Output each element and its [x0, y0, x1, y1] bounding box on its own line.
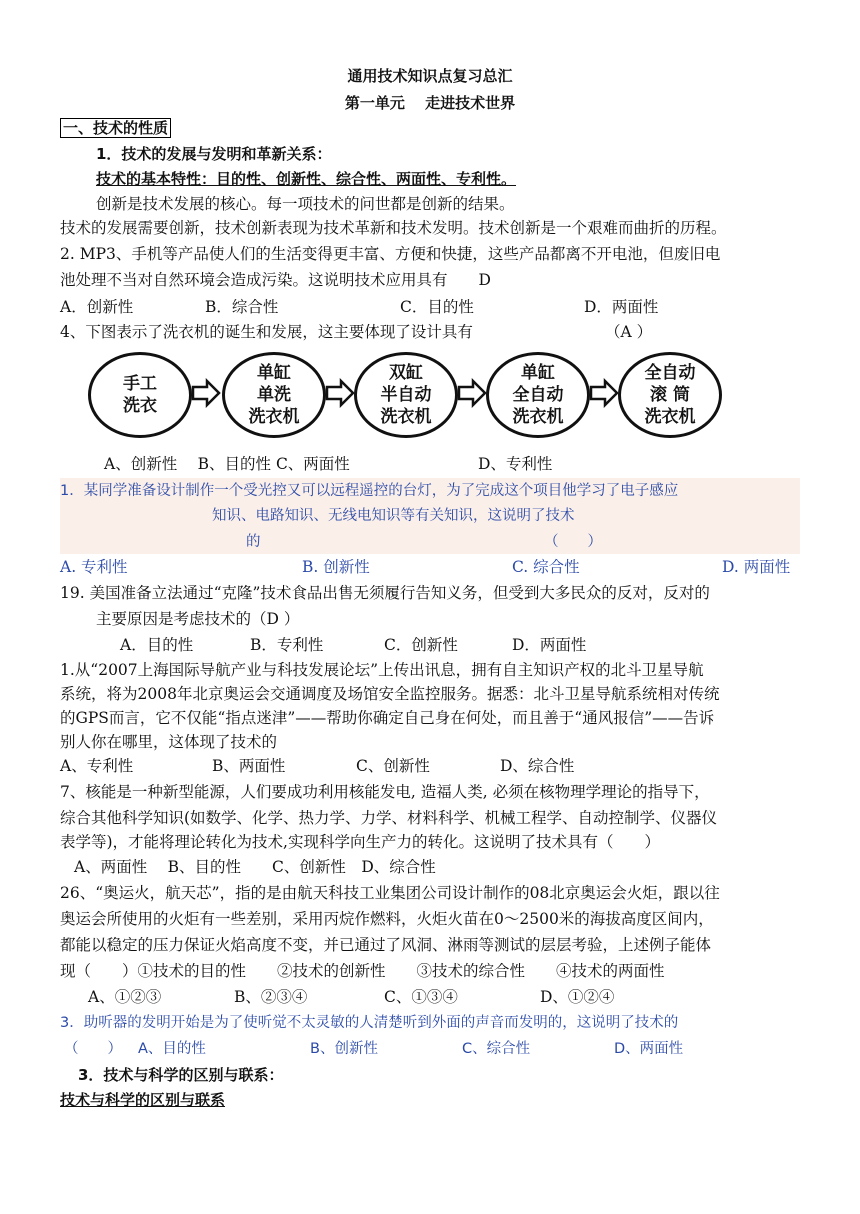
question-text: 表学等)，才能将理论转化为技术,实现科学向生产力的转化。这说明了技术具有（ ）: [60, 833, 660, 851]
option-b: B、②③④: [234, 988, 308, 1006]
question-text: 26、“奥运火，航天芯”，指的是由航天科技工业集团公司设计制作的08北京奥运会火炬，跟以往: [60, 884, 720, 902]
option-c: C、综合性: [462, 1041, 531, 1057]
option-d: D、专利性: [478, 455, 553, 473]
washing-machine-diagram: [88, 352, 708, 438]
option-a: A. 专利性: [60, 558, 128, 576]
question-text: 奥运会所使用的火炬有一些差别，采用丙烷作燃料，火炬火苗在0～2500米的海拔高度区间内，: [60, 910, 714, 928]
flow-node-hand-wash: 手工 洗衣: [88, 352, 192, 438]
option-a: A、目的性: [138, 1041, 206, 1057]
question-text: 4、下图表示了洗衣机的诞生和发展，这主要体现了设计具有: [60, 323, 473, 341]
properties-line: 技术的基本特性：目的性、创新性、综合性、两面性、专利性。: [96, 170, 517, 188]
option-d: D、①②④: [540, 988, 615, 1006]
question-text: 别人你在哪里，这体现了技术的: [60, 733, 278, 751]
option-b: B. 创新性: [302, 558, 370, 576]
subsection-heading: 1．技术的发展与发明和革新关系：: [96, 145, 332, 163]
question-text: 知识、电路知识、无线电知识等有关知识，这说明了技术: [212, 508, 575, 524]
option-c: C. 综合性: [512, 558, 580, 576]
subsection-title: 技术与科学的区别与联系: [60, 1091, 226, 1109]
document-title: 通用技术知识点复习总汇: [347, 67, 513, 85]
option-c: C．创新性: [384, 636, 458, 654]
question-text: 池处理不当对自然环境会造成污染。这说明技术应用具有 D: [60, 271, 491, 289]
question-text: 7、核能是一种新型能源，人们要成功利用核能发电, 造福人类, 必须在核物理学理论的指导下，: [60, 783, 710, 801]
option-a: A、①②③: [88, 988, 162, 1006]
arrow-icon: [191, 378, 221, 408]
option-d: D．两面性: [512, 636, 587, 654]
answer-paren: （A ）: [605, 323, 653, 341]
option-c: C、①③④: [384, 988, 458, 1006]
answer-paren: （ ）: [64, 1041, 122, 1057]
flow-node-single-tub: 单缸 单洗 洗衣机: [222, 352, 326, 438]
arrow-icon: [457, 378, 487, 408]
option-a: A．目的性: [120, 636, 194, 654]
option-d: D．两面性: [584, 298, 659, 316]
question-text: 3．助听器的发明开始是为了使听觉不太灵敏的人清楚听到外面的声音而发明的，这说明了技术的: [60, 1015, 679, 1031]
question-text: 现（ ）①技术的目的性 ②技术的创新性 ③技术的综合性 ④技术的两面性: [60, 962, 665, 980]
flow-node-twin-tub: 双缸 半自动 洗衣机: [354, 352, 458, 438]
question-text: 19. 美国准备立法通过“克隆”技术食品出售无须履行告知义务，但受到大多民众的反对，反对的: [60, 584, 710, 602]
question-text: 的: [246, 534, 261, 550]
option-a: A．创新性: [60, 298, 134, 316]
option-d: D、综合性: [500, 757, 575, 775]
option-b: B．综合性: [205, 298, 279, 316]
option-b: B、创新性: [310, 1041, 378, 1057]
question-text: 2. MP3、手机等产品使人们的生活变得更丰富、方便和快捷，这些产品都离不开电池，但废旧电: [60, 245, 721, 263]
unit-title: 第一单元 走进技术世界: [344, 94, 516, 112]
question-text: 系统，将为2008年北京奥运会交通调度及场馆安全监控服务。据悉：北斗卫星导航系统相对传统: [60, 685, 720, 703]
option-d: D、两面性: [614, 1041, 684, 1057]
innovation-text: 技术的发展需要创新，技术创新表现为技术革新和技术发明。技术创新是一个艰难而曲折的历程。: [60, 219, 727, 237]
arrow-icon: [589, 378, 619, 408]
option-a: A、专利性: [60, 757, 134, 775]
option-b: B．专利性: [250, 636, 324, 654]
question-text: 1.从“2007上海国际导航产业与科技发展论坛”上传出讯息，拥有自主知识产权的北斗卫星导航: [60, 661, 704, 679]
arrow-icon: [325, 378, 355, 408]
option-b: B、两面性: [212, 757, 286, 775]
option-a-c: A、创新性 B、目的性 C、两面性: [104, 455, 350, 473]
question-options: A、两面性 B、目的性 C、创新性 D、综合性: [74, 858, 436, 876]
question-text: 的GPS而言，它不仅能“指点迷津”——帮助你确定自己身在何处，而且善于“通风报信”——告诉: [60, 709, 715, 727]
answer-paren: （ ）: [544, 534, 602, 550]
option-c: C、创新性: [356, 757, 430, 775]
flow-node-full-auto: 单缸 全自动 洗衣机: [486, 352, 590, 438]
question-text: 都能以稳定的压力保证火焰高度不变，并已通过了风洞、淋雨等测试的层层考验，上述例子能体: [60, 936, 712, 954]
flow-node-drum: 全自动 滚 筒 洗衣机: [618, 352, 722, 438]
subsection-heading: 3．技术与科学的区别与联系：: [78, 1066, 284, 1084]
option-c: C．目的性: [400, 298, 474, 316]
question-text: 主要原因是考虑技术的（D ）: [96, 610, 300, 628]
question-text: 1．某同学准备设计制作一个受光控又可以远程遥控的台灯，为了完成这个项目他学习了电子感应: [60, 483, 679, 499]
option-d: D. 两面性: [722, 558, 791, 576]
core-text: 创新是技术发展的核心。每一项技术的问世都是创新的结果。: [96, 195, 515, 213]
question-text: 综合其他科学知识(如数学、化学、热力学、力学、材料科学、机械工程学、自动控制学、仪器仪: [60, 809, 718, 827]
section-heading: 一、技术的性质: [60, 118, 171, 138]
